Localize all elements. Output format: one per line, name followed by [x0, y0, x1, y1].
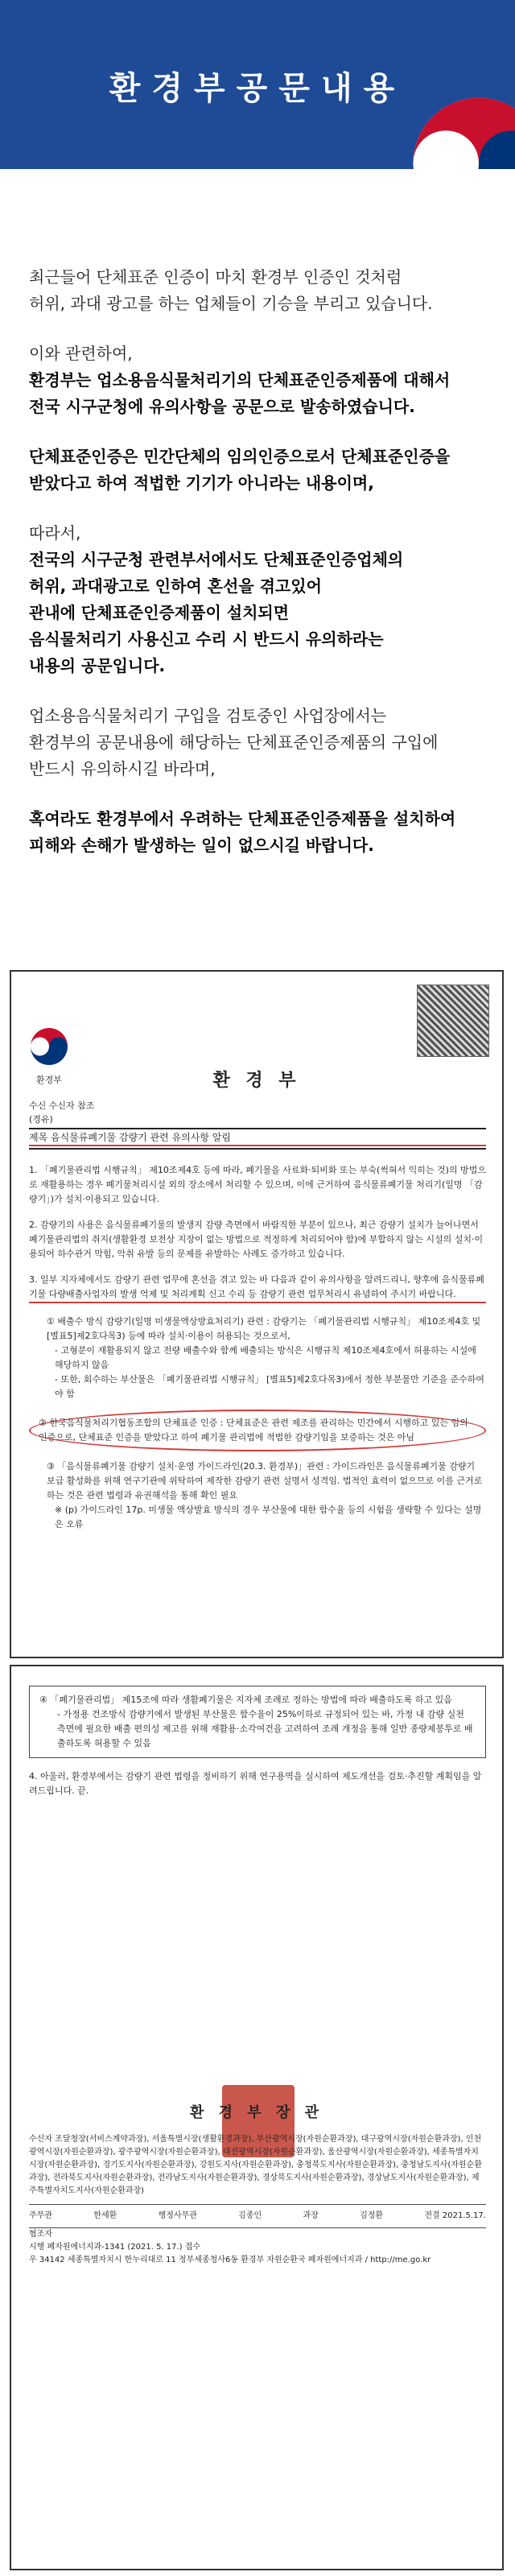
document-body [29, 1681, 486, 1798]
intro-paragraph: 이와 관련하여, 환경부는 업소용음식물처리기의 단체표준인증제품에 대해서 전국 시구군청에 유의사항을 공문으로 발송하였습니다. [29, 344, 451, 416]
minister-heading: 환 경 부 장 관 [189, 2104, 323, 2121]
divider [29, 1148, 486, 1150]
intro-paragraph: 단체표준인증은 민간단체의 임의인증으로서 단체표준인증을 받았다고 하여 적법한 기기가 아니라는 내용이며, [29, 447, 451, 493]
doc-item-2: 2. 감량기의 사용은 음식물류폐기물의 발생지 감량 측면에서 바람직한 부분이 있으나, 최근 감량기 설치가 늘어나면서 폐기물관리법의 취지(생활환경 보전상 지장이 없는 방법으로 적정하게 처리되어야 함)에 부합하지 않는 시설의 설치·이용되어 하수관거 막힘, 악취 유발 등의 문제를 유발하는 사례도 증가하고 있습니다. [29, 1220, 484, 1259]
banner-title: 환경부공문내용 [109, 70, 406, 107]
doc-subitem: ③ 「음식물류폐기물 감량기 설치·운영 가이드라인(20.3. 환경부)」관련 : 가이드라인은 음식물류폐기물 감량기 보급 활성화를 위해 연구기관에 위탁하여 제작한 감량기 관련 설명서 성격임. 법적인 효력이 없으므로 이를 근거로 하는 것은 관련 법령과 유권해석을 통해 확인 필요 [47, 1461, 483, 1501]
document-meta [29, 1099, 486, 1151]
doc-item-4: 4. 아울러, 환경부에서는 감량기 관련 법령을 정비하기 위해 연구용역을 실시하여 제도개선을 검토·추진할 계획임을 알려드립니다. 끝. [29, 1771, 482, 1796]
enforcement-line: 시행 폐자원에너지과-1341 (2021. 5. 17.) 접수 [29, 2243, 201, 2252]
qr-code [417, 985, 489, 1057]
doc-item-3: 3. 일부 지자체에서도 감량기 관련 업무에 혼선을 겪고 있는 바 다음과 같이 유의사항을 알려드리니, 향후에 음식물류폐기물 다량배출사업자의 발생 억제 및 처리계획 신고 수리 등 감량기 관련 업무처리시 유념하여 주시기 바랍니다. [29, 1273, 486, 1303]
subject-line: 제목 음식물류폐기물 감량기 관련 유의사항 알림 [29, 1131, 486, 1146]
via-line: (경유) [29, 1114, 53, 1125]
intro-section [0, 264, 515, 859]
header-banner [0, 0, 515, 169]
intro-paragraph: 최근들어 단체표준 인증이 마치 환경부 인증인 것처럼 허위, 과대 광고를 하는 업체들이 기승을 부리고 있습니다. [29, 267, 433, 313]
address-line: 우 34142 세종특별자치시 한누리대로 11 정부세종청사6동 환경부 자원순환국 폐자원에너지과 / http://me.go.kr [29, 2256, 431, 2264]
intro-paragraph: 따라서, 전국의 시구군청 관련부서에서도 단체표준인증업체의 허위, 과대광고로 인하여 혼선을 겪고있어 관내에 단체표준인증제품이 설치되면 음식물처리기 사용신고 수리 시 반드시 유의하라는 내용의 공문입니다. [29, 523, 404, 675]
doc-boxed-item: ④ 「폐기물관리법」 제15조에 따라 생활폐기물은 지자체 조례로 정하는 방법에 따라 배출하도록 하고 있음 - 가정용 건조방식 감량기에서 발생된 부산물은 함수율이 25%이하로 규정되어 있는 바, 가정 내 감량 실천 측면에 필요한 배출 편의성 제고를 위해 재활용·소각여건을 고려하여 조례 개정을 통해 일반 종량제봉투로 배출하도록 허용할 수 있음 [29, 1686, 486, 1758]
document-footer [29, 2133, 486, 2267]
doc-item-1: 1. 「폐기물관리법 시행규칙」 제10조제4호 등에 따라, 폐기물을 사료화·퇴비화 또는 부숙(썩혀서 익히는 것)의 방법으로 재활용하는 경우 폐기물처리시설 외의 장소에서 처리할 수 있으며, 이에 근거하여 음식물류폐기물 처리기(일명 「감량기」)가 설치·이용되고 있습니다. [29, 1165, 486, 1204]
divider [29, 1128, 486, 1129]
recipient-line: 수신 수신자 참조 [29, 1100, 95, 1111]
intro-paragraph: 업소용음식물처리기 구입을 검토중인 사업장에서는 환경부의 공문내용에 해당하는 단체표준인증제품의 구입에 반드시 유의하시길 바라며, [29, 706, 439, 778]
footer-recipients: 수신자 조달청장(서비스계약과장), 서울특별시장(생활환경과장), 부산광역시장(자원순환과장), 대구광역시장(자원순환과장), 인천광역시장(자원순환과장), 광주광역시장(자원순환과장), 대전광역시장(자원순환과장), 울산광역시장(자원순환과장), 세종특별자치시장(자원순환과장), 경기도지사(자원순환과장), 강원도지사(자원순환과장), 충청북도지사(자원순환과장), 충청남도지사(자원순환과장), 전라북도지사(자원순환과장), 전라남도지사(자원순환과장), 경상북도지사(자원순환과장), 경상남도지사(자원순환과장), 제주특별자치도지사(자원순환과장) [29, 2135, 482, 2195]
taegeuk-logo-icon [29, 1026, 69, 1067]
intro-paragraph: 혹여라도 환경부에서 우려하는 단체표준인증제품을 설치하여 피해와 손해가 발생하는 일이 없으시길 바랍니다. [29, 809, 456, 855]
doc-highlighted-subitem: ② 한국음식물처리기협동조합의 단체표준 인증 : 단체표준은 관련 제조를 관리하는 민간에서 시행하고 있는 임의 인증으로, 단체표준 인증을 받았다고 하여 폐기물 관리법에 적법한 감량기임을 보증하는 것은 아님 [29, 1410, 486, 1451]
doc-note: ※ (p) 가이드라인 17p. 미생물 액상발효 방식의 경우 부산물에 대한 함수율 등의 시험을 생략할 수 있다는 설명은 오류 [55, 1505, 482, 1530]
taegeuk-emblem-icon [410, 95, 515, 169]
ministry-heading: 환 경 부 [212, 1071, 301, 1091]
approval-line: 주무관 한세환 행정사무관 김종인 과장 김정환 전결 2021.5.17. [29, 2204, 486, 2228]
logo-label: 환경부 [36, 1075, 62, 1085]
document-body [29, 1163, 486, 1532]
doc-subitem: ① 배출수 방식 감량기(일명 미생물액상방효처리기) 관련 : 감량기는 「폐기물관리법 시행규칙」 제10조제4호 및 [별표5]제2호다목3) 등에 따라 설치·이용이 허용되는 것으로서, [47, 1316, 481, 1341]
cooperator-line: 협조자 [29, 2230, 52, 2239]
doc-subitem: - 또한, 회수하는 부산물은 「폐기물관리법 시행규칙」 [별표5]제2호다목3)에서 정한 부분물만 기준을 준수하여야 함 [55, 1374, 484, 1399]
official-document-page-2 [10, 1665, 504, 2570]
doc-subitem: - 고형분이 재활용되지 않고 전량 배출수와 함께 배출되는 방식은 시행규칙 제10조제4호에서 허용하는 시설에 해당하지 않음 [55, 1345, 476, 1370]
official-document-page-1 [10, 970, 504, 1658]
